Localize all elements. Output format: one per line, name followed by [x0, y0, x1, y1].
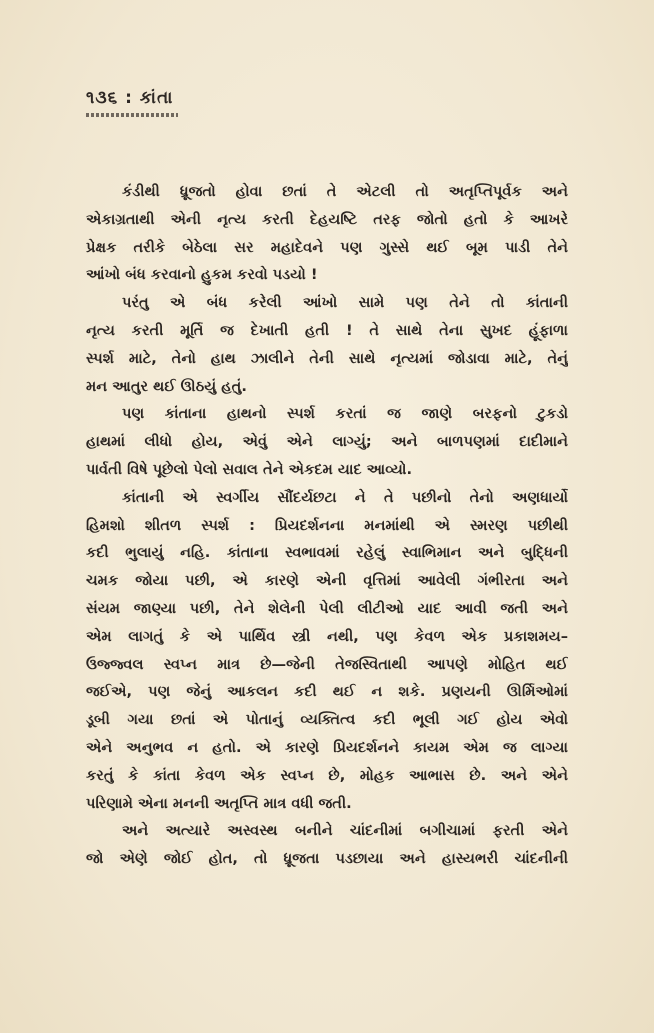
page-header: ૧૩૬ : કાંતા [86, 88, 174, 108]
text-line: કદી ભુલાયું નહિ. કાંતાના સ્વભાવમાં રહેલું સ્વાભિમાન અને બુદ્ધિની [86, 544, 568, 562]
header-underline [86, 113, 178, 117]
text-line: કાંતાની એ સ્વર્ગીય સૌંદર્યછટા ને તે પછીનો તેનો અણધાર્યો [122, 488, 568, 506]
text-line: સંયમ જાણ્યા પછી, તેને શેલેની પેલી લીટીઓ યાદ આવી જતી અને [86, 599, 568, 617]
text-line: કંડીથી ધ્રૂજતો હોવા છતાં તે એટલી તો અતૃપ્તિપૂર્વક અને [122, 183, 568, 200]
text-line: પરંતુ એ બંધ કરેલી આંખો સામે પણ તેને તો કાંતાની [122, 294, 568, 312]
text-line: જઈએ, પણ જેનું આકલન કદી થઈ ન શકે. પ્રણયની ઊર્મિઓમાં [86, 683, 568, 701]
text-line: જો એણે જોઈ હોત, તો ધ્રૂજતા પડછાયા અને હાસ્યભરી ચાંદનીની [86, 850, 568, 868]
text-line: ઉજ્જ્વલ સ્વપ્ન માત્ર છે—જેની તેજસ્વિતાથી આપણે મોહિત થઈ [86, 655, 568, 673]
text-line: કરતું કે કાંતા કેવળ એક સ્વપ્ન છે, મોહક આભાસ છે. અને એને [86, 766, 568, 784]
paragraph-1 [86, 178, 568, 289]
text-line: સ્પર્શ માટે, તેનો હાથ ઝાલીને તેની સાથે નૃત્યમાં જોડાવા માટે, તેનું [86, 349, 568, 367]
text-line: પણ કાંતાના હાથનો સ્પર્શ કરતાં જ જાણે બરફનો ટુકડો [122, 405, 568, 423]
text-line: હાથમાં લીધો હોય, એવું એને લાગ્યું; અને બાળપણમાં દાદીમાને [86, 433, 568, 451]
text-line: મન આતુર થઈ ઊઠયું હતું. [86, 377, 247, 395]
paragraph-2 [86, 289, 568, 400]
paragraph-5 [86, 817, 568, 873]
body-text [86, 178, 568, 873]
text-line: પરિણામે એના મનની અતૃપ્તિ માત્ર વધી જતી. [86, 794, 352, 812]
paragraph-4 [86, 484, 568, 818]
text-line: એકાગ્રતાથી એની નૃત્ય કરતી દેહયષ્ટિ તરફ જોતો હતો કે આખરે [86, 210, 568, 228]
text-line: અને અત્યારે અસ્વસ્થ બનીને ચાંદનીમાં બગીચામાં ફરતી એને [122, 822, 568, 840]
text-line: આંખો બંધ કરવાનો હુકમ કરવો પડયો ! [86, 266, 318, 284]
paragraph-3 [86, 400, 568, 483]
text-line: ડૂબી ગયા છતાં એ પોતાનું વ્યક્તિત્વ કદી ભૂલી ગઈ હોય એવો [86, 711, 568, 729]
text-line: પ્રેક્ષક તરીકે બેઠેલા સર મહાદેવને પણ ગુસ્સે થઈ બૂમ પાડી તેને [86, 238, 568, 256]
text-line: ચમક જોયા પછી, એ કારણે એની વૃત્તિમાં આવેલી ગંભીરતા અને [86, 572, 568, 590]
text-line: હિમશો શીતળ સ્પર્શ : પ્રિયદર્શનના મનમાંથી એ સ્મરણ પછીથી [86, 516, 568, 534]
text-line: નૃત્ય કરતી મૂર્તિ જ દેખાતી હતી ! તે સાથે તેના સુખદ હૂંફાળા [86, 321, 568, 339]
text-line: એમ લાગતું કે એ પાર્થિવ સ્ત્રી નથી, પણ કેવળ એક પ્રકાશમય– [86, 627, 568, 645]
text-line: પાર્વતી વિષે પૂછેલો પેલો સવાલ તેને એકદમ યાદ આવ્યો. [86, 460, 412, 478]
text-line: એને અનુભવ ન હતો. એ કારણે પ્રિયદર્શનને કાયમ એમ જ લાગ્યા [86, 738, 568, 756]
